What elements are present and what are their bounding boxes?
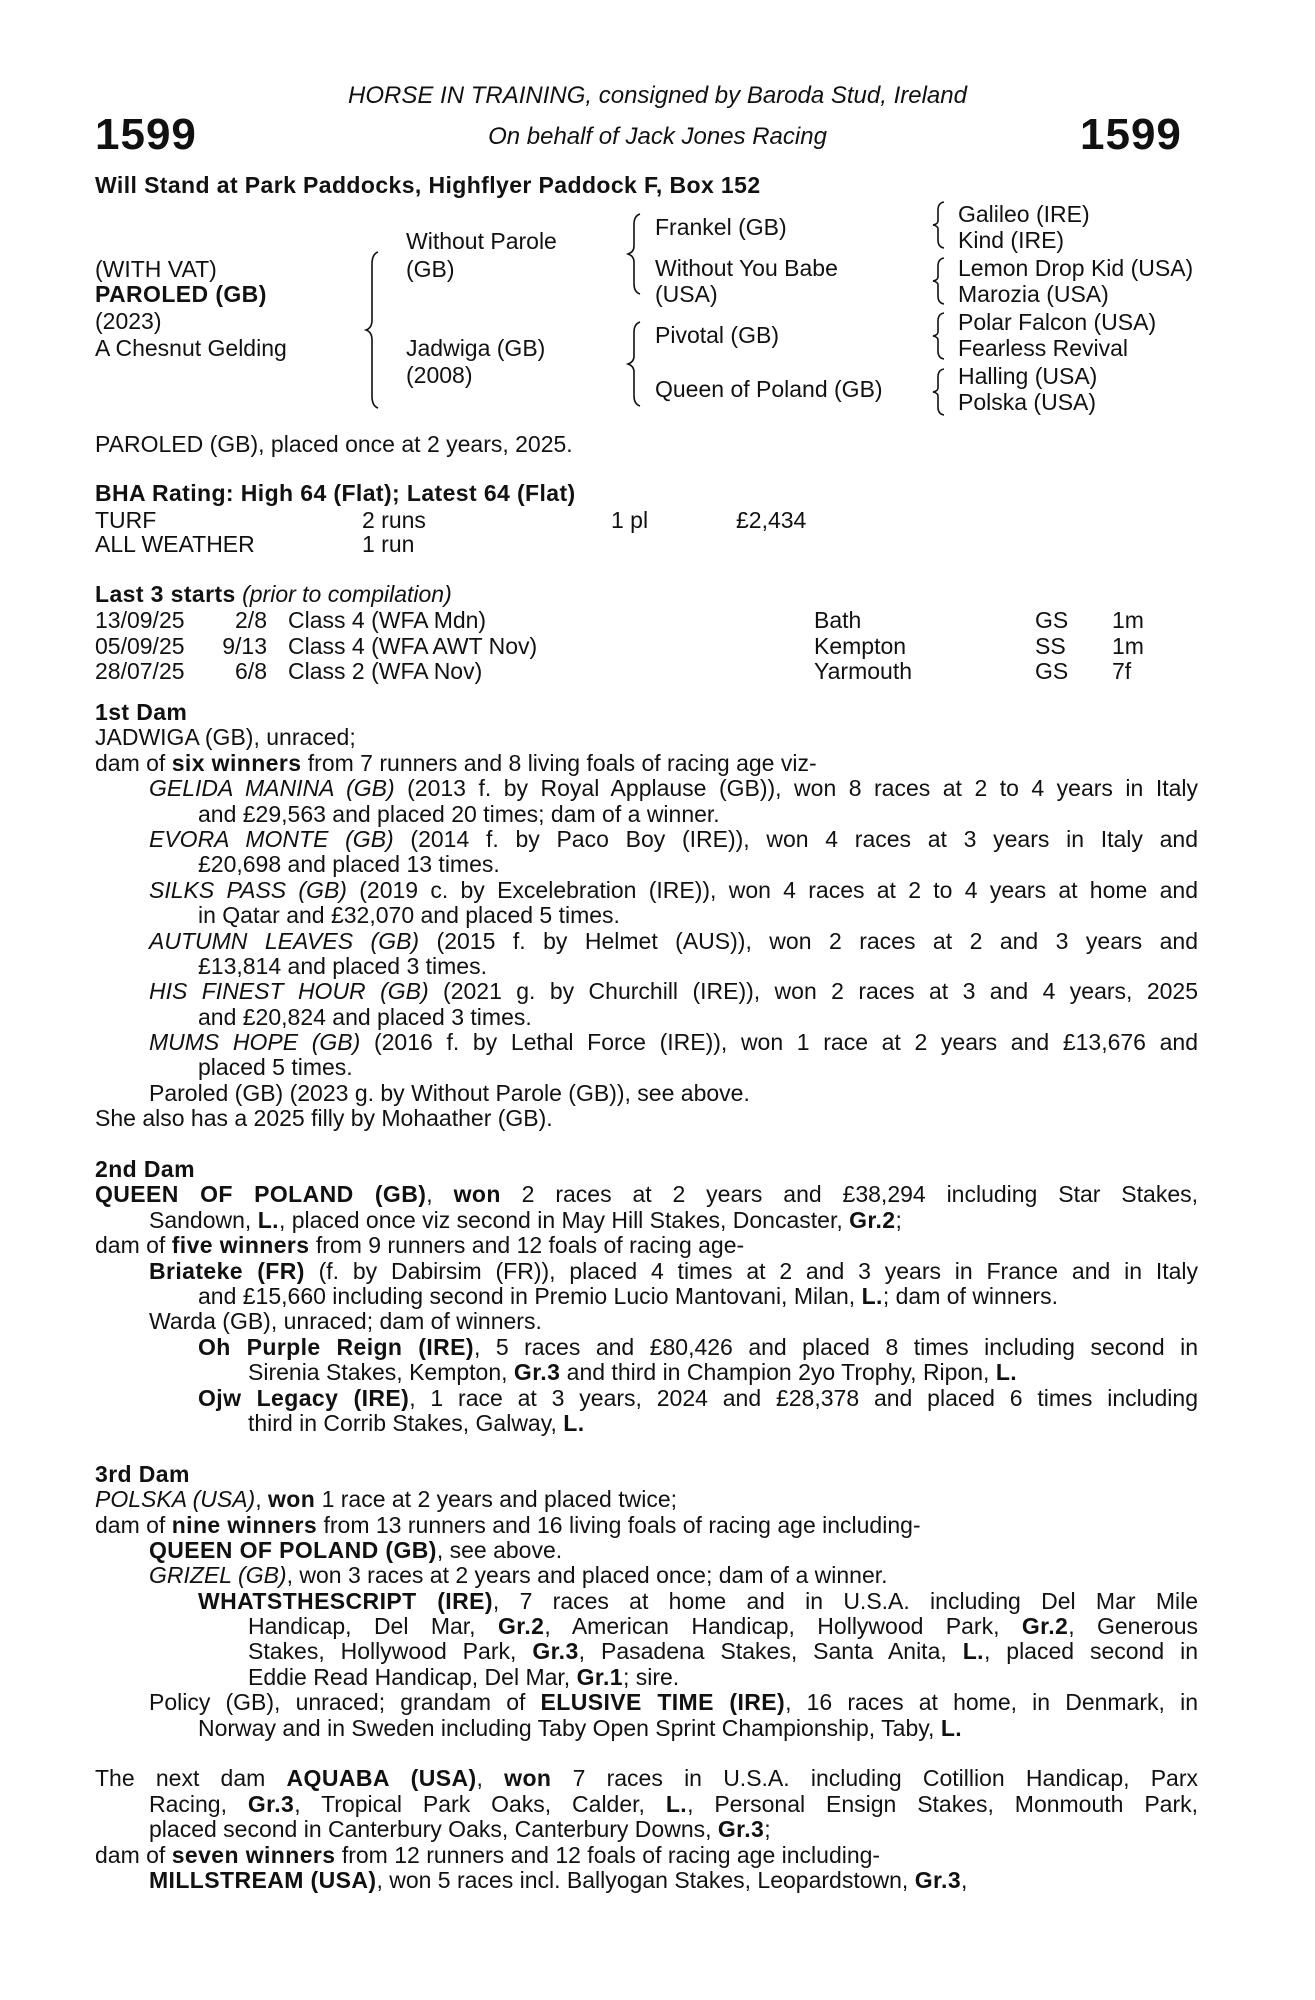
blank-line xyxy=(95,1741,1198,1766)
bold-text: Gr.1 xyxy=(576,1663,623,1690)
placed: 1 pl xyxy=(611,507,649,533)
text-line xyxy=(95,1157,1198,1182)
text: ; xyxy=(895,1206,902,1233)
surface: TURF xyxy=(95,507,157,533)
bold-text: Gr.3 xyxy=(532,1638,579,1665)
text: , xyxy=(961,1866,968,1893)
dam-sire: Pivotal (GB) xyxy=(655,322,779,348)
text: 2 races at 2 years and £38,294 including Star Stakes, xyxy=(500,1181,1198,1208)
sire-line1: Without Parole xyxy=(406,228,557,254)
text-line xyxy=(95,1182,1198,1207)
text: Norway and in Sweden including Taby Open Sprint Championship, Taby, xyxy=(198,1714,941,1741)
bold-text: L. xyxy=(861,1282,883,1309)
starts-heading xyxy=(95,581,452,607)
bold-text: Gr.2 xyxy=(849,1206,896,1233)
start-date: 28/07/25 xyxy=(95,658,185,684)
text-line xyxy=(198,802,1198,827)
text: ; dam of winners. xyxy=(882,1282,1058,1309)
text: from 9 runners and 12 foals of racing age- xyxy=(309,1232,745,1259)
text: in Qatar and £32,070 and placed 5 times. xyxy=(198,902,620,929)
text: from 12 runners and 12 foals of racing age including- xyxy=(335,1841,881,1868)
runs: 2 runs xyxy=(362,507,426,533)
vat-note: (WITH VAT) xyxy=(95,256,217,282)
blank-line xyxy=(95,1132,1198,1157)
text-line xyxy=(198,903,1198,928)
bold-text: won xyxy=(504,1765,552,1792)
start-date: 13/09/25 xyxy=(95,607,185,633)
bold-text: AQUABA (USA) xyxy=(286,1765,477,1792)
text: JADWIGA (GB), unraced; xyxy=(95,724,356,751)
text: , 1 race at 3 years, 2024 and £28,378 and placed 6 times including xyxy=(409,1384,1198,1411)
italic-text: AUTUMN LEAVES (GB) xyxy=(149,927,420,954)
dam-parents-brace xyxy=(626,320,646,408)
text-line xyxy=(149,1868,1198,1893)
text: 1 race at 2 years and placed twice; xyxy=(315,1486,677,1513)
consignor-line: HORSE IN TRAINING, consigned by Baroda Stud, Ireland xyxy=(348,82,967,109)
text: dam of xyxy=(95,749,172,776)
surface: ALL WEATHER xyxy=(95,531,255,557)
text: Racing, xyxy=(149,1790,248,1817)
ancestor: Kind (IRE) xyxy=(958,227,1065,253)
sire-dam-line1: Without You Babe xyxy=(655,255,838,281)
ancestor: Galileo (IRE) xyxy=(958,201,1090,227)
gen4-brace-2 xyxy=(930,256,948,306)
text: (2015 f. by Helmet (AUS)), won 2 races at 2 and 3 years and xyxy=(419,927,1198,954)
bold-text: MILLSTREAM (USA) xyxy=(149,1866,377,1893)
bold-text: five winners xyxy=(171,1232,310,1259)
start-course: Yarmouth xyxy=(814,658,913,684)
text: , placed second in xyxy=(983,1638,1198,1665)
bold-text: WHATSTHESCRIPT (IRE) xyxy=(198,1587,493,1614)
ancestor: Polska (USA) xyxy=(958,389,1097,415)
text-line xyxy=(248,1639,1198,1664)
text-line xyxy=(198,1716,1198,1741)
text-line xyxy=(198,852,1198,877)
text-line xyxy=(248,1411,1198,1436)
text-line xyxy=(149,1538,1198,1563)
bold-text: QUEEN OF POLAND (GB) xyxy=(95,1181,427,1208)
start-course: Kempton xyxy=(814,632,907,659)
text-line xyxy=(149,1690,1198,1715)
text: She also has a 2025 filly by Mohaather (GB). xyxy=(95,1105,553,1132)
text: £13,814 and placed 3 times. xyxy=(198,952,487,979)
text: (2014 f. by Paco Boy (IRE)), won 4 races at 3 years in Italy and xyxy=(393,825,1198,852)
gen4-brace-1 xyxy=(930,200,948,250)
text: , Generous xyxy=(1068,1613,1198,1640)
dam-line2: (2008) xyxy=(406,362,473,388)
text-line xyxy=(149,827,1198,852)
bold-text: L. xyxy=(962,1638,984,1665)
text-line xyxy=(149,1563,1198,1588)
text-line xyxy=(95,1462,1198,1487)
italic-text: SILKS PASS (GB) xyxy=(149,876,347,903)
text: ; sire. xyxy=(622,1663,680,1690)
text: (2016 f. by Lethal Force (IRE)), won 1 race at 2 years and £13,676 and xyxy=(360,1029,1199,1056)
text-line xyxy=(149,1817,1198,1842)
text-line xyxy=(248,1614,1198,1639)
text-line xyxy=(95,1233,1198,1258)
start-course: Bath xyxy=(814,607,862,633)
starts-title: Last 3 starts xyxy=(95,581,236,607)
text: (2021 g. by Churchill (IRE)), won 2 races at 3 and 4 years, 2025 xyxy=(428,978,1199,1005)
ancestor: Polar Falcon (USA) xyxy=(958,309,1157,335)
bold-text: L. xyxy=(563,1409,585,1436)
text: dam of xyxy=(95,1841,172,1868)
start-pos: 6/8 xyxy=(235,658,267,684)
italic-text: GELIDA MANINA (GB) xyxy=(149,775,395,802)
bold-text: Gr.3 xyxy=(247,1790,295,1817)
ancestor: Lemon Drop Kid (USA) xyxy=(958,255,1194,281)
text-line xyxy=(95,700,1198,725)
text: , placed once viz second in May Hill Stakes, Doncaster, xyxy=(278,1206,850,1233)
start-dist: 1m xyxy=(1112,607,1144,633)
italic-text: EVORA MONTE (GB) xyxy=(149,825,394,852)
text: placed second in Canterbury Oaks, Canterbury Downs, xyxy=(149,1816,718,1843)
start-pos: 2/8 xyxy=(235,607,267,633)
text: , American Handicap, Hollywood Park, xyxy=(544,1613,1022,1640)
text-line xyxy=(149,929,1198,954)
bold-text: L. xyxy=(665,1790,688,1817)
text: and £20,824 and placed 3 times. xyxy=(198,1003,532,1030)
horse-year: (2023) xyxy=(95,308,162,334)
text: Policy (GB), unraced; grandam of xyxy=(149,1689,541,1716)
prize-money: £2,434 xyxy=(736,507,807,533)
text: , 16 races at home, in Denmark, in xyxy=(785,1689,1198,1716)
text: and £15,660 including second in Premio Lucio Mantovani, Milan, xyxy=(198,1282,862,1309)
text-line xyxy=(95,751,1198,776)
text: Eddie Read Handicap, Del Mar, xyxy=(248,1663,577,1690)
text: dam of xyxy=(95,1511,172,1538)
bold-text: L. xyxy=(257,1206,279,1233)
text: (f. by Dabirsim (FR)), placed 4 times at 2 and 3 years in France and in Italy xyxy=(304,1257,1199,1284)
bold-text: won xyxy=(453,1181,501,1208)
text-line xyxy=(95,1513,1198,1538)
sire-line2: (GB) xyxy=(406,256,455,282)
text: Handicap, Del Mar, xyxy=(248,1613,498,1640)
ancestor: Marozia (USA) xyxy=(958,281,1109,307)
ancestor: Fearless Revival xyxy=(958,335,1128,361)
text: (2019 c. by Excelebration (IRE)), won 4 races at 2 to 4 years at home and xyxy=(346,876,1198,903)
text: , Personal Ensign Stakes, Monmouth Park, xyxy=(687,1790,1199,1817)
italic-text: POLSKA (USA) xyxy=(95,1486,256,1513)
text-line xyxy=(198,1284,1198,1309)
lot-number-left: 1599 xyxy=(95,110,197,159)
text: , won 3 races at 2 years and placed once; dam of a winner. xyxy=(286,1562,888,1589)
bold-text: Gr.3 xyxy=(717,1816,765,1843)
text-line xyxy=(149,776,1198,801)
text: Warda (GB), unraced; dam of winners. xyxy=(149,1308,542,1335)
runs: 1 run xyxy=(362,531,415,557)
bold-text: won xyxy=(267,1486,316,1513)
bold-text: six winners xyxy=(171,749,302,776)
start-race: Class 2 (WFA Nov) xyxy=(288,658,483,684)
text: (2013 f. by Royal Applause (GB)), won 8 races at 2 to 4 years in Italy xyxy=(394,775,1199,802)
starts-note: (prior to compilation) xyxy=(242,581,452,607)
start-going: SS xyxy=(1035,632,1066,659)
text-line xyxy=(95,1843,1198,1868)
text: , see above. xyxy=(436,1536,563,1563)
race-summary: PAROLED (GB), placed once at 2 years, 2025. xyxy=(95,431,573,457)
bold-text: 2nd Dam xyxy=(95,1156,195,1183)
start-going: GS xyxy=(1035,658,1069,684)
text: , 5 races and £80,426 and placed 8 times including second in xyxy=(473,1333,1198,1360)
text: ; xyxy=(764,1816,771,1843)
text: Stakes, Hollywood Park, xyxy=(248,1638,533,1665)
text-line xyxy=(95,1487,1198,1512)
text-line xyxy=(149,1259,1198,1284)
dam-dam: Queen of Poland (GB) xyxy=(655,376,883,402)
text-line xyxy=(198,1386,1198,1411)
text: The next dam xyxy=(95,1765,287,1792)
on-behalf-line: On behalf of Jack Jones Racing xyxy=(488,123,827,150)
text-line xyxy=(149,878,1198,903)
start-dist: 1m xyxy=(1112,632,1144,659)
blank-line xyxy=(95,1436,1198,1461)
text-line xyxy=(95,725,1198,750)
text-line xyxy=(149,1208,1198,1233)
text: , Pasadena Stakes, Santa Anita, xyxy=(578,1638,963,1665)
bha-rating: BHA Rating: High 64 (Flat); Latest 64 (Flat) xyxy=(95,480,576,506)
text: , 7 races at home and in U.S.A. including Del Mar Mile xyxy=(492,1587,1198,1614)
text: , xyxy=(255,1486,268,1513)
bold-text: Gr.3 xyxy=(513,1359,561,1386)
bold-text: 3rd Dam xyxy=(95,1460,190,1487)
start-race: Class 4 (WFA AWT Nov) xyxy=(288,632,538,659)
text-line xyxy=(248,1360,1198,1385)
text: and £29,563 and placed 20 times; dam of a winner. xyxy=(198,800,720,827)
text: dam of xyxy=(95,1232,172,1259)
text: 7 races in U.S.A. including Cotillion Handicap, Parx xyxy=(551,1765,1199,1792)
bold-text: Briateke (FR) xyxy=(149,1257,305,1284)
bold-text: ELUSIVE TIME (IRE) xyxy=(540,1689,786,1716)
text-line xyxy=(149,1309,1198,1334)
stand-location: Will Stand at Park Paddocks, Highflyer Paddock F, Box 152 xyxy=(95,172,761,198)
text: from 13 runners and 16 living foals of racing age including- xyxy=(317,1511,921,1538)
bold-text: QUEEN OF POLAND (GB) xyxy=(149,1536,437,1563)
bold-text: Gr.2 xyxy=(1021,1613,1069,1640)
bold-text: Oh Purple Reign (IRE) xyxy=(198,1333,474,1360)
text-line xyxy=(95,1766,1198,1791)
bold-text: Ojw Legacy (IRE) xyxy=(198,1384,410,1411)
lot-number-right: 1599 xyxy=(1080,110,1182,159)
text-line xyxy=(198,954,1198,979)
bold-text: Gr.3 xyxy=(914,1866,962,1893)
text-line xyxy=(198,1055,1198,1080)
text-line xyxy=(149,979,1198,1004)
horse-name: PAROLED (GB) xyxy=(95,281,267,307)
start-dist: 7f xyxy=(1112,658,1132,684)
dam-details xyxy=(0,700,1315,1893)
italic-text: HIS FINEST HOUR (GB) xyxy=(149,978,429,1005)
text: Sandown, xyxy=(149,1206,258,1233)
sire-parents-brace xyxy=(626,212,646,296)
dam-line1: Jadwiga (GB) xyxy=(406,335,546,361)
text: Sirenia Stakes, Kempton, xyxy=(248,1359,514,1386)
text: , Tropical Park Oaks, Calder, xyxy=(294,1790,666,1817)
text: from 7 runners and 8 living foals of racing age viz- xyxy=(301,749,817,776)
text: , xyxy=(426,1181,454,1208)
bold-text: nine winners xyxy=(171,1511,318,1538)
italic-text: MUMS HOPE (GB) xyxy=(149,1029,361,1056)
text-line xyxy=(149,1030,1198,1055)
bold-text: 1st Dam xyxy=(95,699,188,725)
text: third in Corrib Stakes, Galway, xyxy=(248,1409,564,1436)
text-line xyxy=(95,1106,1198,1131)
start-going: GS xyxy=(1035,607,1069,633)
text-line xyxy=(198,1589,1198,1614)
text: , won 5 races incl. Ballyogan Stakes, Leopardstown, xyxy=(376,1866,915,1893)
bold-text: L. xyxy=(995,1359,1018,1386)
bold-text: L. xyxy=(940,1714,963,1741)
text-line xyxy=(149,1081,1198,1106)
text: Paroled (GB) (2023 g. by Without Parole (GB)), see above. xyxy=(149,1079,750,1106)
text-line xyxy=(149,1792,1198,1817)
gen4-brace-4 xyxy=(930,367,948,417)
text-line xyxy=(198,1335,1198,1360)
bold-text: Gr.2 xyxy=(497,1613,545,1640)
start-race: Class 4 (WFA Mdn) xyxy=(288,607,487,633)
sire-dam-brace xyxy=(364,250,384,410)
text: , xyxy=(476,1765,505,1792)
italic-text: GRIZEL (GB) xyxy=(149,1562,287,1589)
text-line xyxy=(248,1665,1198,1690)
start-pos: 9/13 xyxy=(222,632,267,659)
sire-sire: Frankel (GB) xyxy=(655,214,787,240)
start-date: 05/09/25 xyxy=(95,632,185,659)
bold-text: seven winners xyxy=(171,1841,336,1868)
sire-dam-line2: (USA) xyxy=(655,281,718,307)
ancestor: Halling (USA) xyxy=(958,363,1098,389)
text: and third in Champion 2yo Trophy, Ripon, xyxy=(560,1359,996,1386)
gen4-brace-3 xyxy=(930,311,948,361)
text: £20,698 and placed 13 times. xyxy=(198,851,500,878)
text-line xyxy=(198,1005,1198,1030)
text: placed 5 times. xyxy=(198,1054,353,1081)
horse-description: A Chesnut Gelding xyxy=(95,335,287,361)
